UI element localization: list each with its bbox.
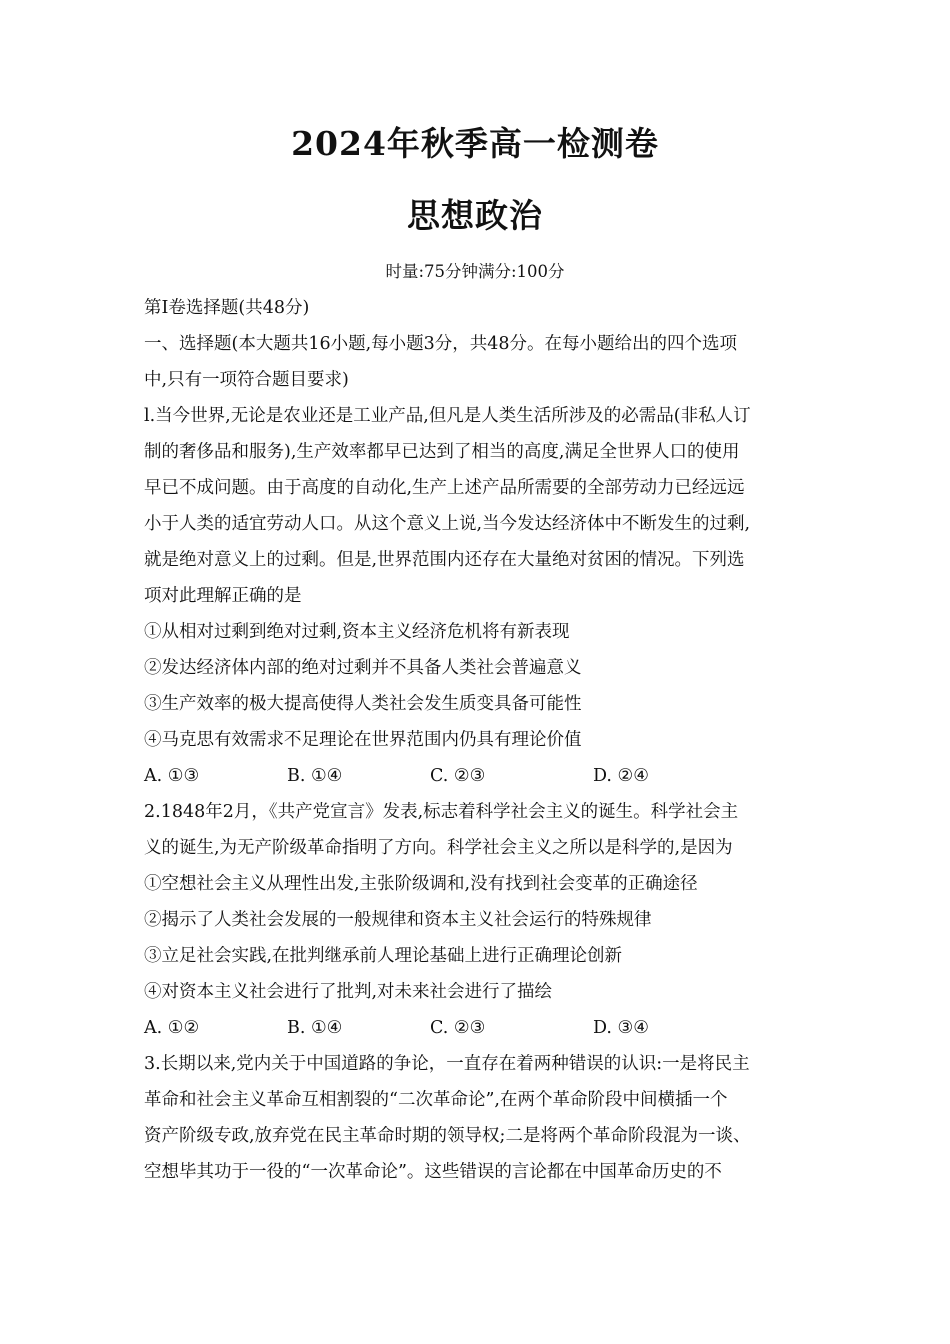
section-instruction: 中,只有一项符合题目要求) — [144, 370, 349, 390]
statement: ①从相对过剩到绝对过剩,资本主义经济危机将有新表现 — [144, 622, 570, 642]
exam-title: 2024年秋季高一检测卷 — [291, 124, 659, 163]
answer-options — [144, 758, 814, 794]
option-c: C. ②③ — [430, 1018, 486, 1038]
option-b: B. ①④ — [287, 1018, 343, 1038]
question-text-line: 项对此理解正确的是 — [144, 586, 302, 606]
subject-title: 思想政治 — [407, 196, 543, 235]
question-3 — [144, 1046, 814, 1190]
option-a: A. ①③ — [144, 766, 200, 786]
question-text-line: 就是绝对意义上的过剩。但是,世界范围内还存在大量绝对贫困的情况。下列选 — [144, 550, 745, 570]
statement: ①空想社会主义从理性出发,主张阶级调和,没有找到社会变革的正确途径 — [144, 874, 698, 894]
question-text-line: 空想毕其功于一役的“一次革命论”。这些错误的言论都在中国革命历史的不 — [144, 1162, 722, 1182]
question-text-line: 义的诞生,为无产阶级革命指明了方向。科学社会主义之所以是科学的,是因为 — [144, 838, 733, 858]
question-text-line: 3.长期以来,党内关于中国道路的争论，一直存在着两种错误的认识:一是将民主 — [144, 1054, 750, 1074]
option-b: B. ①④ — [287, 766, 343, 786]
section-instruction: 一、选择题(本大题共16小题,每小题3分，共48分。在每小题给出的四个选项 — [144, 334, 738, 354]
question-text-line: 小于人类的适宜劳动人口。从这个意义上说,当今发达经济体中不断发生的过剩, — [144, 514, 751, 534]
option-c: C. ②③ — [430, 766, 486, 786]
question-2 — [144, 794, 814, 1046]
option-a: A. ①② — [144, 1018, 200, 1038]
exam-meta: 时量:75分钟满分:100分 — [385, 262, 565, 281]
exam-body — [144, 290, 814, 1190]
section-part: 第Ⅰ卷选择题(共48分) — [144, 298, 310, 318]
statement: ②揭示了人类社会发展的一般规律和资本主义社会运行的特殊规律 — [144, 910, 652, 930]
option-d: D. ②④ — [593, 766, 649, 786]
statement: ③生产效率的极大提高使得人类社会发生质变具备可能性 — [144, 694, 582, 714]
question-text-line: 资产阶级专政,放弃党在民主革命时期的领导权;二是将两个革命阶段混为一谈、 — [144, 1126, 751, 1146]
question-text-line: 早已不成问题。由于高度的自动化,生产上述产品所需要的全部劳动力已经远远 — [144, 478, 745, 498]
statement: ②发达经济体内部的绝对过剩并不具备人类社会普遍意义 — [144, 658, 582, 678]
question-text-line: 2.1848年2月，《共产党宣言》发表,标志着科学社会主义的诞生。科学社会主 — [144, 802, 739, 822]
statement: ③立足社会实践,在批判继承前人理论基础上进行正确理论创新 — [144, 946, 623, 966]
question-text-line: l.当今世界,无论是农业还是工业产品,但凡是人类生活所涉及的必需品(非私人订 — [144, 406, 751, 426]
option-d: D. ③④ — [593, 1018, 649, 1038]
question-1 — [144, 398, 814, 794]
answer-options — [144, 1010, 814, 1046]
statement: ④马克思有效需求不足理论在世界范围内仍具有理论价值 — [144, 730, 582, 750]
question-text-line: 制的奢侈品和服务),生产效率都早已达到了相当的高度,满足全世界人口的使用 — [144, 442, 740, 462]
question-text-line: 革命和社会主义革命互相割裂的“二次革命论”,在两个革命阶段中间横插一个 — [144, 1090, 728, 1110]
statement: ④对资本主义社会进行了批判,对未来社会进行了描绘 — [144, 982, 553, 1002]
